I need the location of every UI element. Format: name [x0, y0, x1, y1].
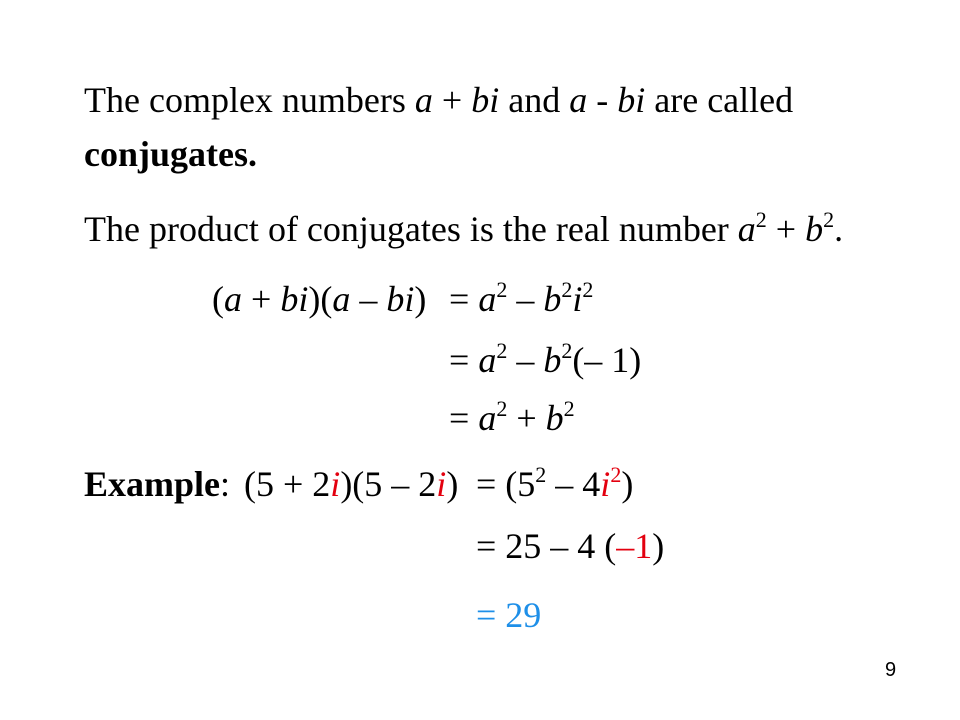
text: = 25 – 4 (: [476, 526, 617, 566]
conjugates-term-line: [84, 134, 257, 174]
var-a: a: [414, 80, 433, 120]
colon: :: [220, 464, 231, 504]
derivation-lhs: (a + bi)(a – bi): [212, 279, 427, 319]
var-bi: bi: [617, 80, 646, 120]
exponent: 2: [610, 462, 622, 487]
period: .: [834, 209, 844, 249]
exponent: 2: [823, 207, 835, 232]
text: )(5 – 2: [340, 464, 437, 504]
conjugates-term: conjugates: [84, 134, 248, 174]
exponent: 2: [755, 207, 767, 232]
example-lhs: [244, 464, 458, 504]
derivation-step-3: = $a^2 + b^2$: [449, 396, 575, 438]
example-result: [476, 595, 541, 635]
text: The product of conjugates is the real number: [84, 209, 738, 249]
derivation-step-2: = $a^2 - b^2(-$ 1): [449, 338, 642, 380]
var-a: a: [569, 80, 588, 120]
imaginary-unit: i: [600, 464, 611, 504]
example-line: [84, 464, 230, 504]
text: (5 + 2: [244, 464, 331, 504]
text: ): [621, 464, 634, 504]
page-number: 9: [885, 659, 897, 681]
var-b: b: [805, 209, 824, 249]
text: = (5: [476, 464, 536, 504]
text: +: [432, 80, 472, 120]
text: +: [766, 209, 806, 249]
period: .: [248, 134, 257, 174]
derivation-step-1: = $a^2 - b^2i^2$: [449, 277, 594, 319]
exponent: 2: [535, 462, 547, 487]
example-label: Example: [84, 464, 221, 504]
text: are called: [645, 80, 794, 120]
example-step-2: [476, 526, 664, 566]
text: and: [499, 80, 570, 120]
text: ): [652, 526, 665, 566]
imaginary-unit: i: [436, 464, 447, 504]
text: The complex numbers: [84, 80, 415, 120]
definition-line: [84, 80, 793, 120]
text: – 4: [546, 464, 601, 504]
example-step-1: [476, 464, 633, 504]
text: -: [587, 80, 618, 120]
var-bi: bi: [471, 80, 500, 120]
product-statement-line: [84, 209, 843, 249]
text: ): [446, 464, 459, 504]
imaginary-unit: i: [330, 464, 341, 504]
var-a: a: [737, 209, 756, 249]
result-value: = 29: [476, 595, 542, 635]
negative-one: –1: [616, 526, 653, 566]
